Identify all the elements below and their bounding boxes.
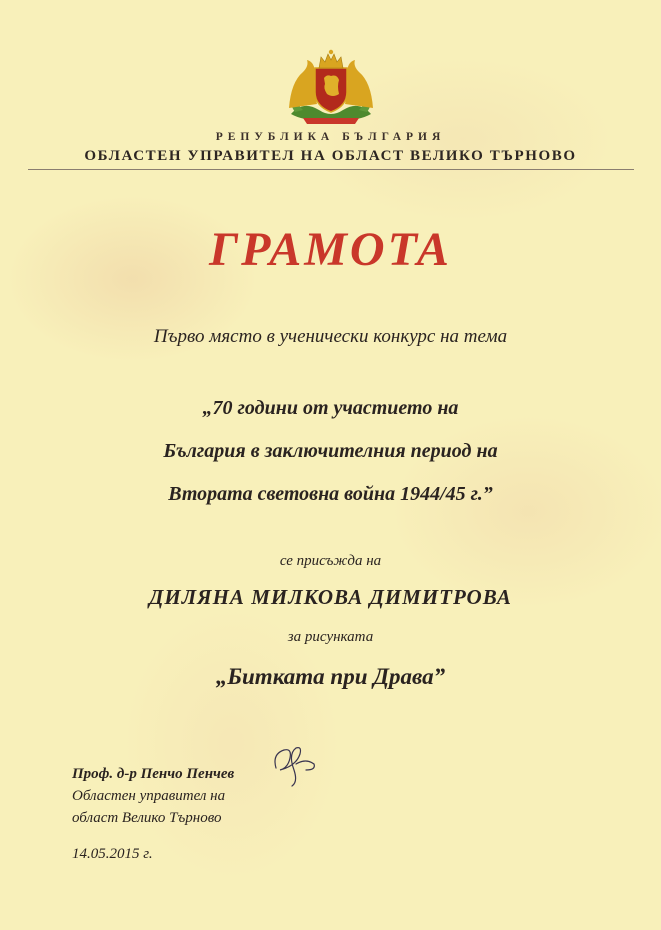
coat-of-arms-icon [283, 48, 379, 124]
theme-line-2: България в заключителния период на [163, 440, 498, 462]
signatory-position-2: област Велико Търново [72, 810, 222, 826]
handwritten-signature [266, 740, 324, 788]
issue-date: 14.05.2015 г. [72, 846, 153, 862]
signatory-block [72, 763, 234, 865]
republic-heading: РЕПУБЛИКА БЪЛГАРИЯ [215, 131, 446, 143]
header-divider [28, 169, 634, 170]
governor-heading: ОБЛАСТЕН УПРАВИТЕЛ НА ОБЛАСТ ВЕЛИКО ТЪРНОВО [84, 148, 577, 164]
recipient-name: ДИЛЯНА МИЛКОВА ДИМИТРОВА [149, 585, 512, 609]
for-drawing-label: за рисунката [287, 629, 374, 645]
award-place: Първо място в ученически конкурс на тема [153, 326, 508, 347]
drawing-title: „Битката при Драва” [215, 664, 446, 689]
signatory-position-1: Областен управител на [72, 788, 226, 804]
awarded-to-label: се присъжда на [279, 553, 382, 569]
theme-line-3: Втората световна война 1944/45 г.” [168, 483, 493, 505]
signatory-name: Проф. д-р Пенчо Пенчев [72, 766, 235, 782]
certificate-title: ГРАМОТА [209, 223, 452, 276]
theme-line-1: „70 години от участието на [202, 397, 459, 419]
